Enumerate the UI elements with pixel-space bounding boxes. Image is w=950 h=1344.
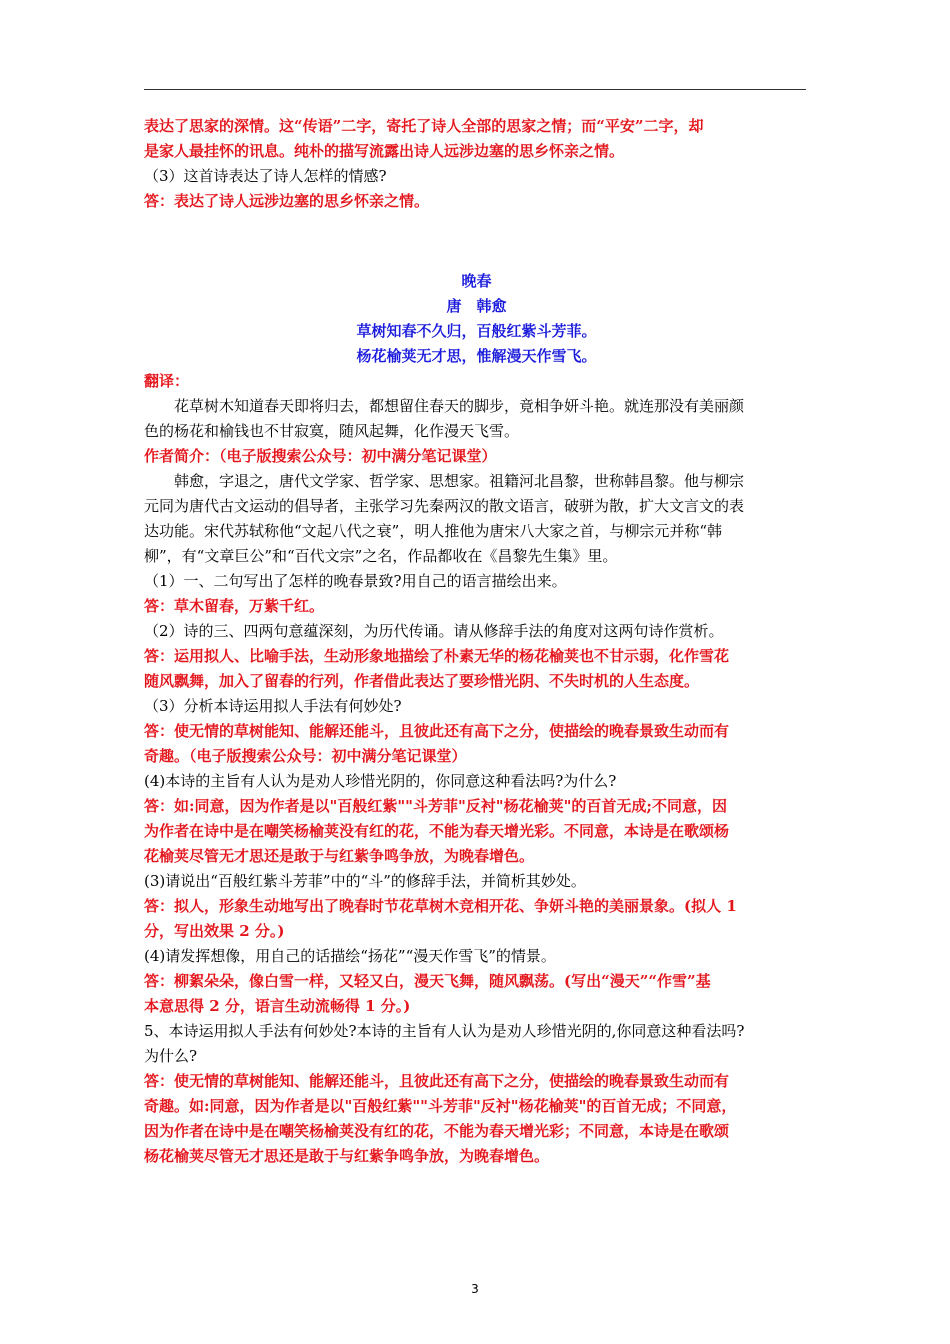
answer-line: 为作者在诗中是在嘲笑杨榆荚没有红的花，不能为春天增光彩。不同意，本诗是在歌颂杨 (144, 822, 730, 840)
question-line: (3)请说出“百般红紫斗芳菲”中的“斗”的修辞手法，并简析其妙处。 (144, 872, 586, 890)
answer-line: 奇趣。（电子版搜索公众号：初中满分笔记课堂） (144, 747, 467, 765)
question-line: （3）分析本诗运用拟人手法有何妙处? (144, 697, 402, 715)
answer-line: 花榆荚尽管无才思还是敢于与红紫争鸣争放，为晚春增色。 (144, 847, 535, 865)
answer-line: 杨花榆荚尽管无才思还是敢于与红紫争鸣争放，为晚春增色。 (144, 1147, 550, 1165)
translation-line: 色的杨花和榆钱也不甘寂寞，随风起舞，化作漫天飞雪。 (144, 422, 520, 440)
answer-line: 表达了思家的深情。这“传语”二字，寄托了诗人全部的思家之情；而“平安”二字，却 (144, 117, 704, 135)
question-line: （3）这首诗表达了诗人怎样的情感? (144, 167, 387, 185)
question-line: (4)请发挥想像，用自己的话描绘“扬花”“漫天作雪飞”的情景。 (144, 947, 556, 965)
answer-line: 答：草木留春，万紫千红。 (144, 597, 325, 615)
answer-line: 答：表达了诗人远涉边塞的思乡怀亲之情。 (144, 192, 430, 210)
answer-line: 因为作者在诗中是在嘲笑杨榆荚没有红的花，不能为春天增光彩；不同意，本诗是在歌颂 (144, 1122, 730, 1140)
section-gap (144, 214, 809, 269)
answer-line: 奇趣。如:同意，因为作者是以"百般红紫""斗芳菲"反衬"杨花榆荚"的百首无成；不同意， (144, 1097, 737, 1115)
question-line: （1）一、二句写出了怎样的晚春景致?用自己的语言描绘出来。 (144, 572, 567, 590)
poem-line: 草树知春不久归，百般红紫斗芳菲。 (356, 322, 597, 340)
author-intro-line: 达功能。宋代苏轼称他“文起八代之衰”，明人推他为唐宋八大家之首，与柳宗元并称“韩 (144, 522, 723, 540)
poem-title: 晚春 (461, 272, 492, 290)
answer-line: 答：使无情的草树能知、能解还能斗，且彼此还有高下之分，使描绘的晚春景致生动而有 (144, 722, 730, 740)
question-line: 5、本诗运用拟人手法有何妙处?本诗的主旨有人认为是劝人珍惜光阴的,你同意这种看法吗? (144, 1022, 745, 1040)
answer-line: 答：如:同意，因为作者是以"百般红紫""斗芳菲"反衬"杨花榆荚"的百首无成;不同意，因 (144, 797, 727, 815)
page-number: 3 (471, 1282, 479, 1296)
poem-author: 唐 韩愈 (446, 297, 507, 315)
question-line: 为什么? (144, 1047, 198, 1065)
answer-line: 随风飘舞，加入了留春的行列，作者借此表达了要珍惜光阴、不失时机的人生态度。 (144, 672, 700, 690)
question-line: (4)本诗的主旨有人认为是劝人珍惜光阴的，你同意这种看法吗?为什么? (144, 772, 617, 790)
answer-line: 本意思得 2 分，语言生动流畅得 1 分。) (144, 997, 411, 1015)
answer-line: 答：运用拟人、比喻手法，生动形象地描绘了朴素无华的杨花榆荚也不甘示弱，化作雪花 (144, 647, 730, 665)
page-content (144, 114, 809, 1169)
answer-line: 分，写出效果 2 分。) (144, 922, 285, 940)
author-intro-label: 作者简介：（电子版搜索公众号：初中满分笔记课堂） (144, 447, 497, 465)
header-rule (144, 89, 806, 90)
answer-line: 答：柳絮朵朵，像白雪一样，又轻又白，漫天飞舞，随风飘荡。(写出“漫天”“作雪”基 (144, 972, 711, 990)
poem-line: 杨花榆荚无才思，惟解漫天作雪飞。 (356, 347, 597, 365)
question-line: （2）诗的三、四两句意蕴深刻，为历代传诵。请从修辞手法的角度对这两句诗作赏析。 (144, 622, 724, 640)
translation-label: 翻译： (144, 372, 190, 390)
author-intro-line: 元同为唐代古文运动的倡导者，主张学习先秦两汉的散文语言，破骈为散，扩大文言文的表 (144, 497, 745, 515)
answer-line: 是家人最挂怀的讯息。纯朴的描写流露出诗人远涉边塞的思乡怀亲之情。 (144, 142, 625, 160)
translation-line: 花草树木知道春天即将归去，都想留住春天的脚步，竟相争妍斗艳。就连那没有美丽颜 (174, 397, 745, 415)
answer-line: 答：使无情的草树能知、能解还能斗，且彼此还有高下之分，使描绘的晚春景致生动而有 (144, 1072, 730, 1090)
author-intro-line: 韩愈，字退之，唐代文学家、哲学家、思想家。祖籍河北昌黎，世称韩昌黎。他与柳宗 (174, 472, 745, 490)
author-intro-line: 柳”，有“文章巨公”和“百代文宗”之名，作品都收在《昌黎先生集》里。 (144, 547, 618, 565)
answer-line: 答：拟人，形象生动地写出了晚春时节花草树木竞相开花、争妍斗艳的美丽景象。(拟人 1 (144, 897, 737, 915)
